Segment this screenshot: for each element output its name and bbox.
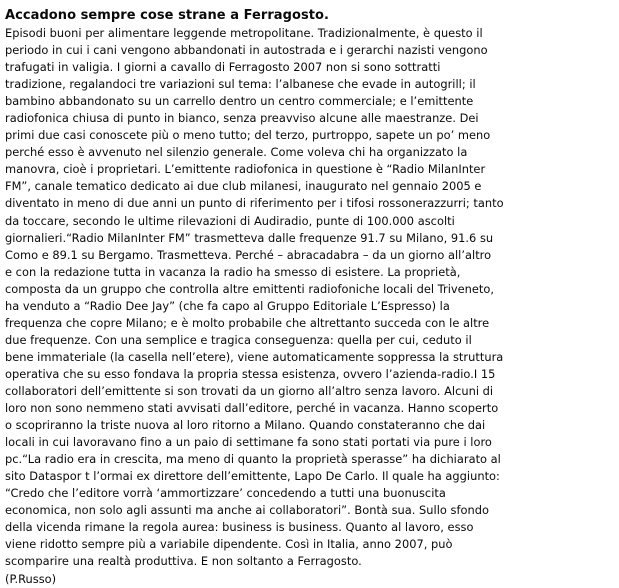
article-body — [5, 25, 607, 571]
article-body-line: primi due casi conoscete più o meno tutto; del terzo, purtroppo, sapete un po’ meno — [5, 128, 491, 143]
article-body-line: periodo in cui i cani vengono abbandonati in autostrada e i gerarchi nazisti vengono — [5, 43, 488, 58]
article-body-line: giornalieri.“Radio MilanInter FM” trasmetteva dalle frequenze 91.7 su Milano, 91.6 su — [5, 230, 494, 245]
article-body-line: della vicenda rimane la regola aurea: business is business. Quanto al lavoro, esso — [5, 520, 474, 535]
article-body-line: Episodi buoni per alimentare leggende metropolitane. Tradizionalmente, è questo il — [5, 26, 483, 40]
article-body-line: diventato in meno di due anni un punto di riferimento per i tifosi rossonerazzurri; tanto — [5, 196, 504, 211]
article-body-line: perché esso è avvenuto nel silenzio generale. Come voleva chi ha organizzato la — [5, 145, 468, 160]
article-body-line: loro non sono nemmeno stati avvisati dall’editore, perché in vacanza. Hanno scoperto — [5, 401, 499, 416]
article-title: Accadono sempre cose strane a Ferragosto. — [5, 8, 329, 23]
article-body-line: composta da un gruppo che controlla altre emittenti radiofoniche locali del Triveneto, — [5, 281, 495, 296]
article-body-line: trafugati in valigia. I giorni a cavallo di Ferragosto 2007 non si sono sottratti — [5, 60, 441, 75]
article-body-line: da toccare, secondo le ultime rilevazioni di Audiradio, punte di 100.000 ascolti — [5, 213, 455, 228]
article-body-line: locali in cui lavoravano fino a un paio di settimane fa sono stati portati via pure i loro — [5, 435, 492, 450]
article-body-line: collaboratori dell’emittente si son trovati da un giorno all’altro senza lavoro. Alcuni di — [5, 383, 494, 398]
article-body-line: bene immateriale (la casella nell’etere), viene automaticamente soppressa la struttura — [5, 349, 504, 364]
article-body-line: manovra, cioè i proprietari. L’emittente radiofonica in questione è “Radio MilanInter — [5, 162, 486, 177]
article-body-line: ha venduto a “Radio Dee Jay” (che fa capo al Gruppo Editoriale L’Espresso) la — [5, 298, 450, 313]
article-body-line: economica, non solo agli assunti ma anche ai collaboratori”. Bontà sua. Sullo sfondo — [5, 503, 489, 518]
article-body-line: tradizione, regalandoci tre variazioni sul tema: l’albanese che evade in autogrill; il — [5, 77, 476, 92]
article-body-line: bambino abbandonato su un carrello dentro un centro commerciale; e l’emittente — [5, 94, 474, 109]
article-body-line: FM”, canale tematico dedicato ai due club milanesi, inaugurato nel gennaio 2005 e — [5, 179, 482, 194]
article-body-line: frequenza che copre Milano; e è molto probabile che altrettanto succeda con le altre — [5, 315, 490, 330]
article-body-line: o scopriranno la triste nuova al loro ritorno a Milano. Quando constateranno che dai — [5, 418, 486, 433]
article-body-line: due frequenze. Con una semplice e tragica conseguenza: quella per cui, ceduto il — [5, 332, 472, 347]
article-body-line: radiofonica chiusa di punto in bianco, senza preavviso alcune alle maestranze. Dei — [5, 111, 479, 126]
article-body-line: e con la redazione tutta in vacanza la radio ha smesso di esistere. La proprietà, — [5, 264, 461, 279]
article-body-line: “Credo che l’editore vorrà ‘ammortizzare’ concedendo a tutti una buonuscita — [5, 486, 446, 501]
article-signature: (P.Russo) — [5, 571, 57, 586]
article-body-line: sito Dataspor t l’ormai ex direttore dell’emittente, Lapo De Carlo. Il quale ha aggiunto: — [5, 469, 500, 484]
article-body-line: operativa che su esso fondava la propria stessa esistenza, ovvero l’azienda-radio.I 15 — [5, 366, 496, 381]
article-body-line: Como e 89.1 su Bergamo. Trasmetteva. Perché – abracadabra – da un giorno all’altro — [5, 247, 492, 262]
article-body-line: pc.“La radio era in crescita, ma meno di quanto la proprietà sperasse” ha dichiarato al — [5, 452, 501, 467]
article-body-line: viene ridotto sempre più a variabile dipendente. Così in Italia, anno 2007, può — [5, 537, 453, 552]
article-body-line: scomparire una realtà produttiva. E non soltanto a Ferragosto. — [5, 554, 362, 569]
